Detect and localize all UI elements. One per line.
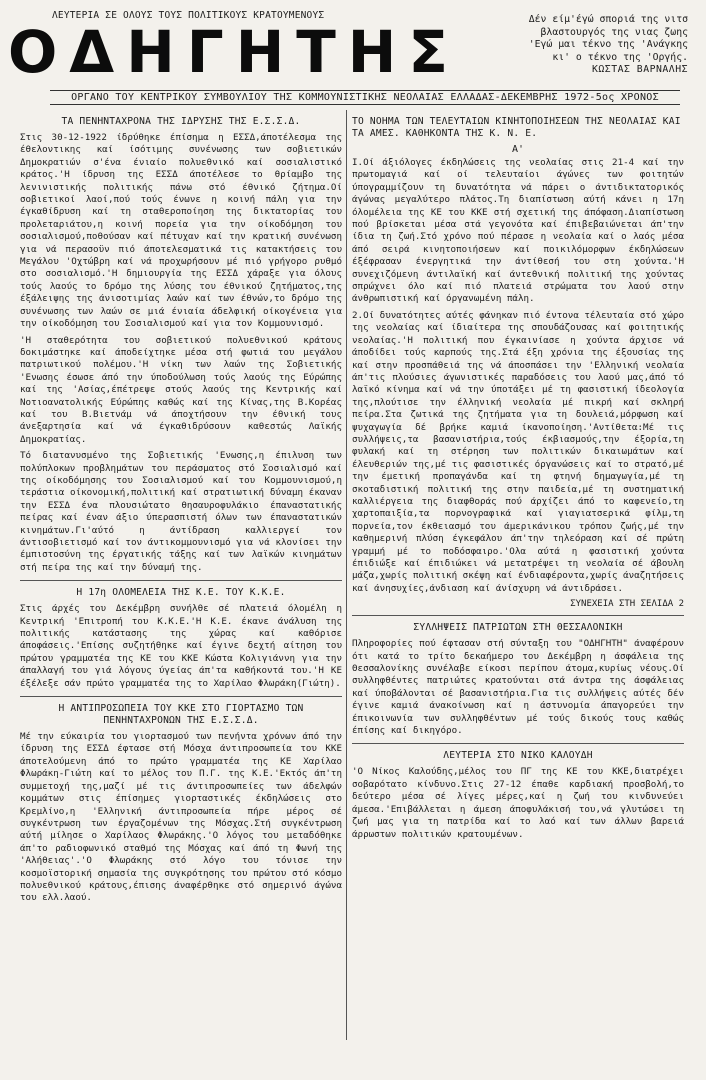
article-paragraph: Μέ την εύκαιρία του γιορτασμού των πενήντα χρόνων άπό την ίδρυση της ΕΣΣΔ έφτασε στή Μόσχα άντιπροσωπεία του ΚΚΕ άποτελούμενη άπό το πρώτο γραμματέα της ΚΕ Χαρίλαο Φλωράκη-Γιώτη καί το μέλος του Π.Γ. της Κ.Ε.'Εκτός άπ'τη συμμετοχή της,μαζί μέ τις άντιπροσωπείες των άδελφών κομμάτων στις έπίσημες γιορταστικές έκδηλώσεις στο Κρεμλίνο,η 'Ελληνική άντιπροσωπεία πήρε μέρος σέ συγκέντρωση των έργαζομένων της Μόσχας.Στή συγκέντρωση αύτή μίλησε ο Χαρίλαος Φλωράκης.'Ο λόγος του μεταδόθηκε άπ'το ραδιοφωνικό σταθμό της Μόσχας καί άπό τη Φωνή της 'Αλήθειας'.'Ο Φλωράκης στό λόγο του τόνισε την κοσμοϊστορική σημασία της συγκρότησης του πρώτου στό κόσμο πολυεθνικού κράτους,έπισης άναφέρθηκε στό σημερινό άγώνα του ελλ.λαού. <box>20 731 342 904</box>
article-headline: ΤΑ ΠΕΝΗΝΤΑΧΡΟΝΑ ΤΗΣ ΙΔΡΥΣΗΣ ΤΗΣ Ε.Σ.Σ.Δ. <box>61 116 301 127</box>
section-divider <box>20 580 342 581</box>
top-slogan: ΛΕΥΤΕΡΙΑ ΣΕ ΟΛΟΥΣ ΤΟΥΣ ΠΟΛΙΤΙΚΟΥΣ ΚΡΑΤΟΥΜΕΝΟΥΣ <box>52 10 325 21</box>
right-column <box>352 110 684 1070</box>
article-headline: ΛΕΥΤΕΡΙΑ ΣΤΟ ΝΙΚΟ ΚΑΛΟΥΔΗ <box>443 750 593 762</box>
article-headline: ΣΥΛΛΗΨΕΙΣ ΠΑΤΡΙΩΤΩΝ ΣΤΗ ΘΕΣΣΑΛΟΝΙΚΗ <box>413 622 623 634</box>
article-paragraph: 2.Οί δυνατότητες αύτές φάνηκαν πιό έντονα τέλευταία στό χώρο της νεολαίας καί ίδιαίτερα της σπουδάζουσας καί φοιτητικής νεολαίας.'Η πολιτική που έγκαινίασε η χούντα άρχισε νά άποδίδει τούς καρπούς της.Στά έξη χρόνια της έξουσίας της καί στην προσπάθειά της νά άποσπάσει την 'Ελληνική νεολαία άπ'τις πλούσιες άγωνιστικές παραδόσεις του λαού μας,άπό τό λαϊκό κίνημα καί νά την ύποτάξει μέ τη φασιστική ίδεολογία της,πλούτισε την έλληνική νεολαία μέ πικρή καί σκληρή πείρα.Στα ζωτικά της ζητήματα για τη δουλειά,μόρφωση καί ψυχαγωγία δέ βρήκε καμιά ίκανοποίηση.'Αντίθετα:Μέ τις συλλήψεις,τα βασανιστήρια,τούς έκβιασμούς,την έξορία,τη φυλακή καί τη στέρηση των πολιτικών δικαιωμάτων καί έλευθεριών της,μέ τις φασιστικές όργανώσεις καί το στρατό,μέ την έμετική προπαγάνδα καί τη φτηνή δημαγωγία,μέ τη σκοταδιστική πολιτική της στην παιδεία,μέ τη συστηματική καλλιέργεια της διαφθοράς πού άρχίζει άπό το καφενείο,τη χαρτοπαιξία,τα πορνογραφικά καί γιαγιατσερικά φίλμ,τη πορνεία,τον έκθειασμό του άμερικάνικου τρόπου ζωής,μέ την καθημερινή πλύση έγκεφάλου άπ'την τηλεόραση καί σέ πρώτη γραμμή μέ το ποδόσφαιρο.'Ολα αύτά η φασιστική χούντα έπιδιώξε καί έπιδιώκει νά μετατρέψει τη νεολαία σέ άβουλη μάζα,χωρίς πολιτική σκέψη καί ένδιαφέροντα,χωρίς άναζητήσεις καί άνησυχίες,άνδιαση καί άνίσχυρη νά άντιδράσει. <box>352 309 684 594</box>
poem-epigraph <box>468 14 688 77</box>
section-number: Α' <box>511 144 525 155</box>
article-paragraph: Πληροφορίες πού έφτασαν στή σύνταξη του "ΟΔΗΓΗΤΗ" άναφέρουν ότι κατά το τρίτο δεκαήμερο του Δεκέμβρη η άσφάλεια της Θεσσαλονίκης συνέλαβε είκοσι περίπου άτομα,κυρίως νέους.Οί συλληφθέντες πατριώτες κρατούνται στά άντρα της άσφάλειας καί ύποβάλονται σέ βασανιστήρια.Για τις συλλήψεις αύτές δέν έγινε καμιά άνακοίνωση καί η άστυνομία άπαγορεύει την έπικοινωνία των συλληφθέντων μέ τούς δικούς τους καθώς έπίσης καί δικηγόρο. <box>352 638 684 737</box>
section-divider <box>352 743 684 744</box>
article-paragraph: Στις 30-12-1922 ίδρύθηκε έπίσημα η ΕΣΣΔ,άποτέλεσμα της έθελοντικης καί ίσότιμης συνένωσης των σοβιετικών Δημοκρατιών σ'ένα ένιαίο πολυεθνικό καί σοσιαλιστικό κράτος.'Η ίδρυση της ΕΣΣΔ άποτέλεσε το θρίαμβο της λενινιστικής πολιτικής πάνω στό έθνικό ζήτημα.Οί σοβιετικοί λαοί,πού τούς ένωνε η κοινή πάλη για την έγκαθίδρυση καί τη σταθεροποίηση της δικτατορίας του προλεταριάτου,η κοινή πορεία για την οίκοδόμηση του σοσιαλισμού,ποθούσαν καί πέτυχαν καί την κρατική συνένωση για νά περασοϋν πιό άποτελεσματικά τις κατακτήσεις του Μεγάλου 'Οχτώβρη καί νά προχωρήσουν μέ πιό γρήγορο ρυθμό στο σοσιαλισμό.'Η δημιουργία της ΕΣΣΔ χάραξε για όλους τούς λαούς το δρόμο της λύσης του έθνικού ζητήματος,της έξάλειψης της άνισοτιμίας λαών καί των έθνών,το δρόμο της συνένωσης των λαών σε μιά ένιαία άδελφική οίκογένεια για την οίκοδόμηση του Σοσιαλισμού καί για τον Κομμουνισμό. <box>20 132 342 330</box>
section-divider <box>20 696 342 697</box>
masthead-subtitle: ΟΡΓΑΝΟ ΤΟΥ ΚΕΝΤΡΙΚΟΥ ΣΥΜΒΟΥΛΙΟΥ ΤΗΣ ΚΟΜΜΟΥΝΙΣΤΙΚΗΣ ΝΕΟΛΑΙΑΣ ΕΛΛΑΔΑΣ-ΔΕΚΕΜΒΡΗΣ 1972-5ος ΧΡΟΝΟΣ <box>50 90 680 105</box>
continued-note: ΣΥΝΕΧΕΙΑ ΣΤΗ ΣΕΛΙΔΑ 2 <box>570 599 684 610</box>
article-paragraph: 'Η σταθερότητα του σοβιετικού πολυεθνικού κράτους δοκιμάστηκε καί άποδείχτηκε μέσα στή φωτιά του μεγάλου πατριωτικού πολέμου.'Η νίκη των λαών της Σοβιετικής 'Ενωσης έσωσε άπό την ύποδούλωση τούς λαούς της Εύρώπης καί της 'Ασίας,έπέτρεψε στούς λαούς της Κεντρικής καί Νοτιοανατολικής Εύρώπης καθώς καί της Κίνας,της Β.Κορέας καί του Β.Βιετνάμ νά άποχτήσουν την έθνική τους άνεξαρτησία καί νά έγκαθιδρύσουν καθεστώς Λαϊκής Δημοκρατίας. <box>20 334 342 445</box>
article-paragraph: Ι.Οί άξιόλογες έκδηλώσεις της νεολαίας στις 21-4 καί την πρωτομαγιά καί οί τελευταίοι άγώνες των φοιτητών ύπογραμμίζουν τη δυνατότητα νά πάρει ο άντιδικτατορικός άγώνας μεγαλύτερο πλάτος.Τη διαπίστωση αύτή κάνει η 17η όλομέλεια της ΚΕ του ΚΚΕ στή σχετική της άπόφαση.Διαπίστωση πού βρίσκεται μέσα στά γεγονότα καί έπιβεβαιώνεται άπ'την ίδια τη ζωή.Στό χρόνο πού πέρασε η νεολαία καί ο λαός μέσα άπό σειρά κινητοποιήσεων καί ποικιλόμορφων έκδηλώσεων έξέφρασαν ένεργητικά την άντίθεσή του στη χούντα.'Η συνεχιζόμενη άντιλαϊκή καί άντεθνική πολιτική της χούντας σπρώχνει όλο καί πιό πλατειά στρώματα του λαού στην άνθρωπιστική καί όργανωμένη πάλη. <box>352 157 684 305</box>
article-headline: Η 17η ΟΛΟΜΕΛΕΙΑ ΤΗΣ Κ.Ε. ΤΟΥ Κ.Κ.Ε. <box>76 587 286 599</box>
article-paragraph: Τό διατανυσμένο της Σοβιετικής 'Ενωσης,η έπιλυση των πολύπλοκων προβλημάτων του περάσματος στό Σοσιαλισμό καί της οίκοδόμησης του Σοσιαλισμού καί του Κομμουνισμού,η τεράστια οίκονομική,πολιτική καί στρατιωτική δύναμη έκαναν την ΕΣΣΔ ένα πλουσιώτατο θησαυροφυλάκιο έπαναστατικής πείρας καί έναν άξιο ύπερασπιστή όλων των έπαναστατικών κινημάτων.Γι'αύτό η άντίδραση καλλιεργεί τον άντισοβιετισμό καί τον άντικομμουνισμό για νά κλονίσει την έμπιστοσύνη της έργατικής τάξης καί των λαϊκών κινημάτων στή πείρα της καί την δύναμή της. <box>20 450 342 573</box>
poem-line: βλαστουργός της νιας ζωης <box>540 26 688 38</box>
article-headline: ΤΟ ΝΟΗΜΑ ΤΩΝ ΤΕΛΕΥΤΑΙΩΝ ΚΙΝΗΤΟΠΟΙΗΣΕΩΝ ΤΗΣ ΝΕΟΛΑΙΑΣ ΚΑΙ ΤΑ ΑΜΕΣ. ΚΑΘΗΚΟΝΤΑ ΤΗΣ Κ. Ν. Ε. <box>352 116 681 139</box>
masthead-title: ΟΔΗΓΗΤΗΣ <box>8 18 460 86</box>
poem-line: κι' ο τέκνο της 'Οργής. <box>552 51 688 63</box>
poem-line: 'Εγώ μαι τέκνο της 'Ανάγκης <box>528 39 688 51</box>
poem-line: Δέν είμ'έγώ σποριά της νιτσ <box>528 14 688 25</box>
article-headline: Η ΑΝΤΙΠΡΟΣΩΠΕΙΑ ΤΟΥ ΚΚΕ ΣΤΟ ΓΙΟΡΤΑΣΜΟ ΤΩΝ ΠΕΝΗΝΤΑΧΡΟΝΩΝ ΤΗΣ Ε.Σ.Σ.Δ. <box>58 703 304 727</box>
section-divider <box>352 615 684 616</box>
column-divider <box>346 110 347 1040</box>
article-paragraph: 'Ο Νίκος Καλούδης,μέλος του ΠΓ της ΚΕ του ΚΚΕ,διατρέχει σοβαρότατο κίνδυνο.Στις 27-12 έπαθε καρδιακή προσβολή,το δεύτερο μέσα σέ λίγες μέρες,καί η ζωή του κινδυνεύει άμεσα.'Επιβάλλεται η άμεση άποφυλάκισή του,νά γλυτώσει τη ζωή μας για τη πατρίδα καί το λαό καί των άλλων βαρειά άρρωστων πολιτικών κρατουμένων. <box>352 766 684 840</box>
poem-author: ΚΩΣΤΑΣ ΒΑΡΝΑΛΗΣ <box>592 64 688 76</box>
article-paragraph: Στις άρχές του Δεκέμβρη συνήλθε σέ πλατειά όλομέλη η Κεντρική 'Επιτροπή του Κ.Κ.Ε.'Η Κ.Ε. έκανε άνάλυση της πολιτικής κατάστασης της χώρας καί καθόρισε άποφάσεις.'Επίσης συζητήθηκε καί έγινε δεχτή αίτηση του πρώτου γραμματέα της ΚΕ του ΚΚΕ Κώστα Κολιγιάννη για την άπαλλαγή του γιά λόγους ύγείας άπ'τα καθήκοντά του.'Η ΚΕ έξέλεξε σάν πρώτο γραμματέα της το Χαρίλαο Φλωράκη(Γιώτη). <box>20 603 342 689</box>
left-column <box>20 110 342 1070</box>
